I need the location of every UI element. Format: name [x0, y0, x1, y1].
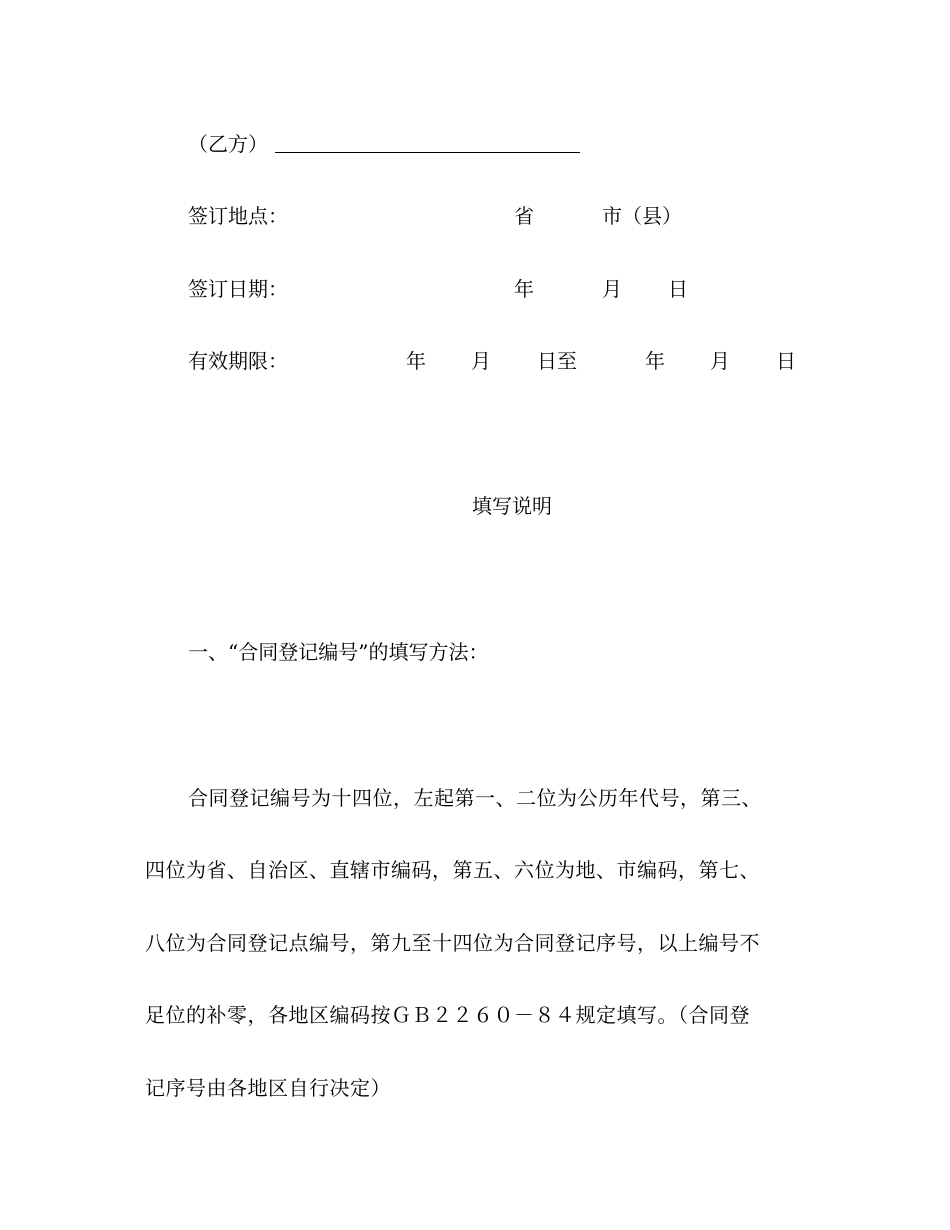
validity-to-day: 日 [776, 349, 796, 373]
validity-to-year: 年 [645, 349, 665, 373]
instructions-title: 填写说明 [472, 494, 552, 518]
section1-line: 足位的补零，各地区编码按ＧＢ２２６０－８４规定填写。（合同登 [145, 1003, 750, 1027]
section1-line: 四位为省、自治区、直辖市编码，第五、六位为地、市编码，第七、 [145, 858, 760, 882]
section1-line: 记序号由各地区自行决定） [145, 1076, 391, 1100]
section1-heading: 一、“合同登记编号”的填写方法： [188, 640, 489, 664]
location-province: 省 [514, 204, 534, 228]
date-day: 日 [668, 277, 688, 301]
validity-from-month: 月 [471, 349, 491, 373]
section1-line: 合同登记编号为十四位，左起第一、二位为公历年代号，第三、 [188, 786, 762, 810]
party-b-blank-line [275, 152, 580, 153]
location-label: 签订地点： [188, 204, 288, 228]
validity-from-day-to: 日至 [537, 349, 577, 373]
party-b-label: （乙方） [188, 132, 268, 156]
validity-from-year: 年 [406, 349, 426, 373]
validity-to-month: 月 [710, 349, 730, 373]
location-city: 市（县） [602, 204, 682, 228]
date-label: 签订日期： [188, 277, 288, 301]
date-year: 年 [514, 277, 534, 301]
validity-label: 有效期限： [188, 349, 288, 373]
date-month: 月 [602, 277, 622, 301]
section1-line: 八位为合同登记点编号，第九至十四位为合同登记序号，以上编号不 [145, 931, 760, 955]
